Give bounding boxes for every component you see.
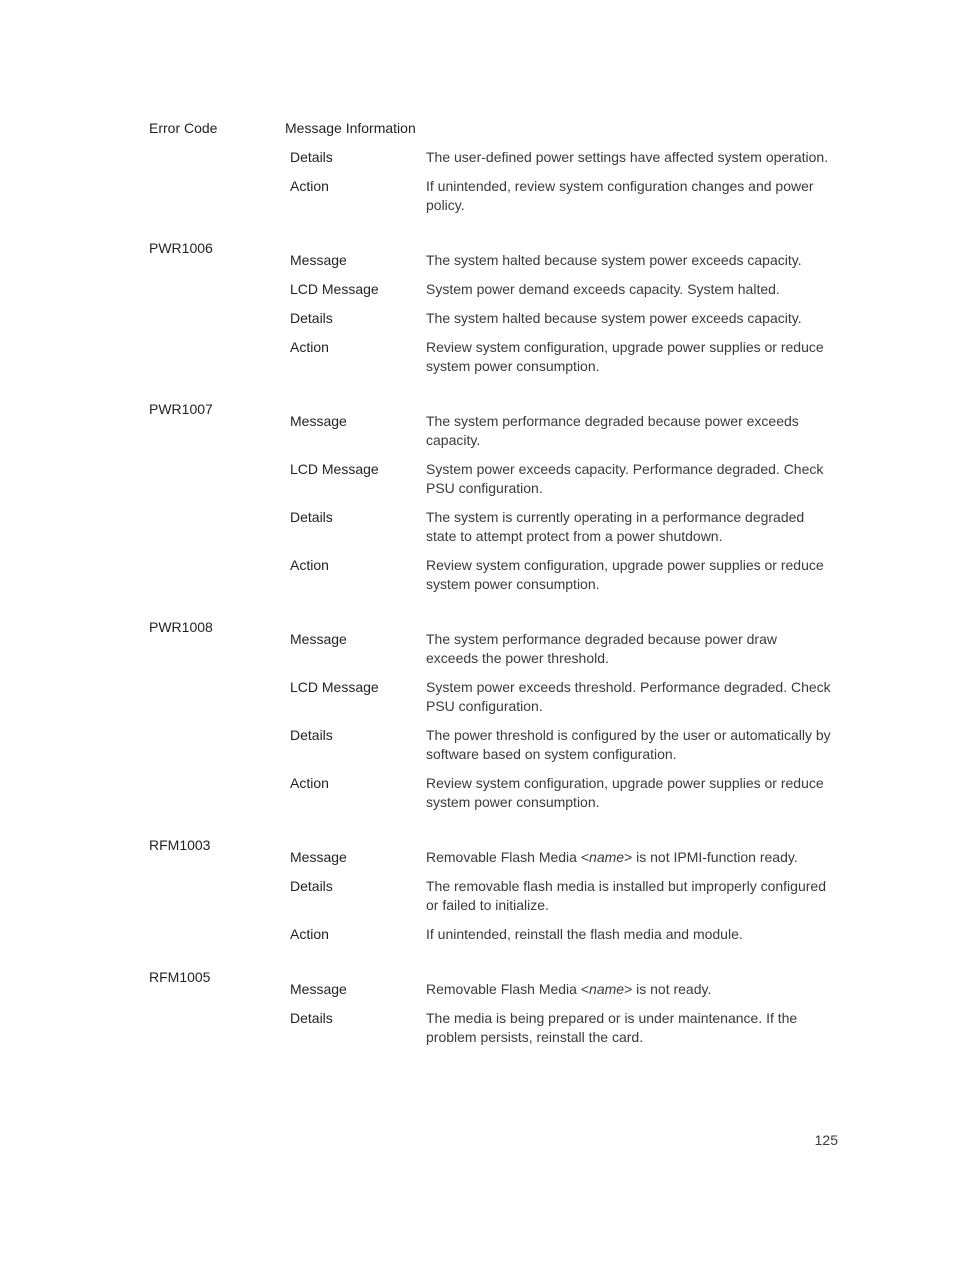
field-value-placeholder: name: [589, 981, 625, 997]
field-row: [290, 280, 839, 299]
error-entry: [149, 148, 839, 215]
field-label: Details: [290, 149, 333, 165]
field-row: [290, 556, 839, 594]
field-row: [290, 177, 839, 215]
field-value: The removable flash media is installed but improperly configured or failed to initialize.: [426, 878, 826, 913]
field-label: Action: [290, 557, 329, 573]
field-value-text: Removable Flash Media <: [426, 981, 590, 997]
field-row: [290, 412, 839, 450]
error-code-list: [149, 148, 839, 1071]
field-value: The power threshold is configured by the user or automatically by software based on system configuration.: [426, 727, 831, 762]
message-fields: [290, 618, 839, 812]
error-entry: [149, 618, 839, 812]
field-row: [290, 774, 839, 812]
header-error-code: Error Code: [149, 120, 218, 136]
error-code: PWR1008: [149, 619, 213, 635]
header-message-information: Message Information: [285, 120, 416, 136]
field-row: [290, 508, 839, 546]
error-code: RFM1005: [149, 969, 211, 985]
field-label: Details: [290, 878, 333, 894]
field-value: The system halted because system power exceeds capacity.: [426, 310, 802, 326]
field-label: Action: [290, 178, 329, 194]
field-row: [290, 678, 839, 716]
field-label: Message: [290, 413, 347, 429]
field-label: Message: [290, 849, 347, 865]
field-value: The system performance degraded because power exceeds capacity.: [426, 413, 799, 448]
field-value: [426, 848, 831, 867]
field-label: Details: [290, 509, 333, 525]
field-row: [290, 848, 839, 867]
error-code: RFM1003: [149, 837, 211, 853]
error-entry: [149, 836, 839, 944]
field-row: [290, 726, 839, 764]
field-value-placeholder: name: [589, 849, 625, 865]
field-label: Action: [290, 339, 329, 355]
field-label: Message: [290, 631, 347, 647]
field-value: If unintended, reinstall the flash media and module.: [426, 926, 743, 942]
field-value: Review system configuration, upgrade power supplies or reduce system power consumption.: [426, 557, 824, 592]
field-value: [426, 980, 831, 999]
page-number: 125: [814, 1132, 838, 1148]
field-value: The system is currently operating in a performance degraded state to attempt protect from a power shutdown.: [426, 509, 805, 544]
field-label: LCD Message: [290, 281, 379, 297]
field-label: LCD Message: [290, 679, 379, 695]
message-fields: [290, 148, 839, 215]
field-row: [290, 980, 839, 999]
field-value: System power demand exceeds capacity. System halted.: [426, 281, 780, 297]
field-label: Details: [290, 310, 333, 326]
message-fields: [290, 239, 839, 376]
field-value: System power exceeds threshold. Performance degraded. Check PSU configuration.: [426, 679, 831, 714]
field-row: [290, 309, 839, 328]
field-value: If unintended, review system configuration changes and power policy.: [426, 178, 814, 213]
field-row: [290, 251, 839, 270]
error-code: PWR1006: [149, 240, 213, 256]
field-value: Review system configuration, upgrade power supplies or reduce system power consumption.: [426, 775, 824, 810]
field-label: Details: [290, 727, 333, 743]
error-code: PWR1007: [149, 401, 213, 417]
field-label: Action: [290, 775, 329, 791]
field-label: Message: [290, 981, 347, 997]
field-value: The system performance degraded because power draw exceeds the power threshold.: [426, 631, 777, 666]
field-value: System power exceeds capacity. Performance degraded. Check PSU configuration.: [426, 461, 824, 496]
error-entry: [149, 968, 839, 1047]
field-label: Message: [290, 252, 347, 268]
field-row: [290, 1009, 839, 1047]
error-entry: [149, 239, 839, 376]
field-row: [290, 877, 839, 915]
field-row: [290, 460, 839, 498]
field-row: [290, 925, 839, 944]
message-fields: [290, 968, 839, 1047]
field-value-text: > is not ready.: [624, 981, 712, 997]
field-row: [290, 338, 839, 376]
field-label: LCD Message: [290, 461, 379, 477]
field-value: The system halted because system power exceeds capacity.: [426, 252, 802, 268]
field-value-text: > is not IPMI-function ready.: [624, 849, 798, 865]
field-value: The media is being prepared or is under maintenance. If the problem persists, reinstall the card.: [426, 1010, 798, 1045]
field-label: Details: [290, 1010, 333, 1026]
field-value-text: Removable Flash Media <: [426, 849, 590, 865]
message-fields: [290, 836, 839, 944]
field-value: The user-defined power settings have affected system operation.: [426, 149, 829, 165]
field-value: Review system configuration, upgrade power supplies or reduce system power consumption.: [426, 339, 824, 374]
error-entry: [149, 400, 839, 594]
field-label: Action: [290, 926, 329, 942]
message-fields: [290, 400, 839, 594]
field-row: [290, 148, 839, 167]
table-header: [149, 119, 839, 139]
field-row: [290, 630, 839, 668]
